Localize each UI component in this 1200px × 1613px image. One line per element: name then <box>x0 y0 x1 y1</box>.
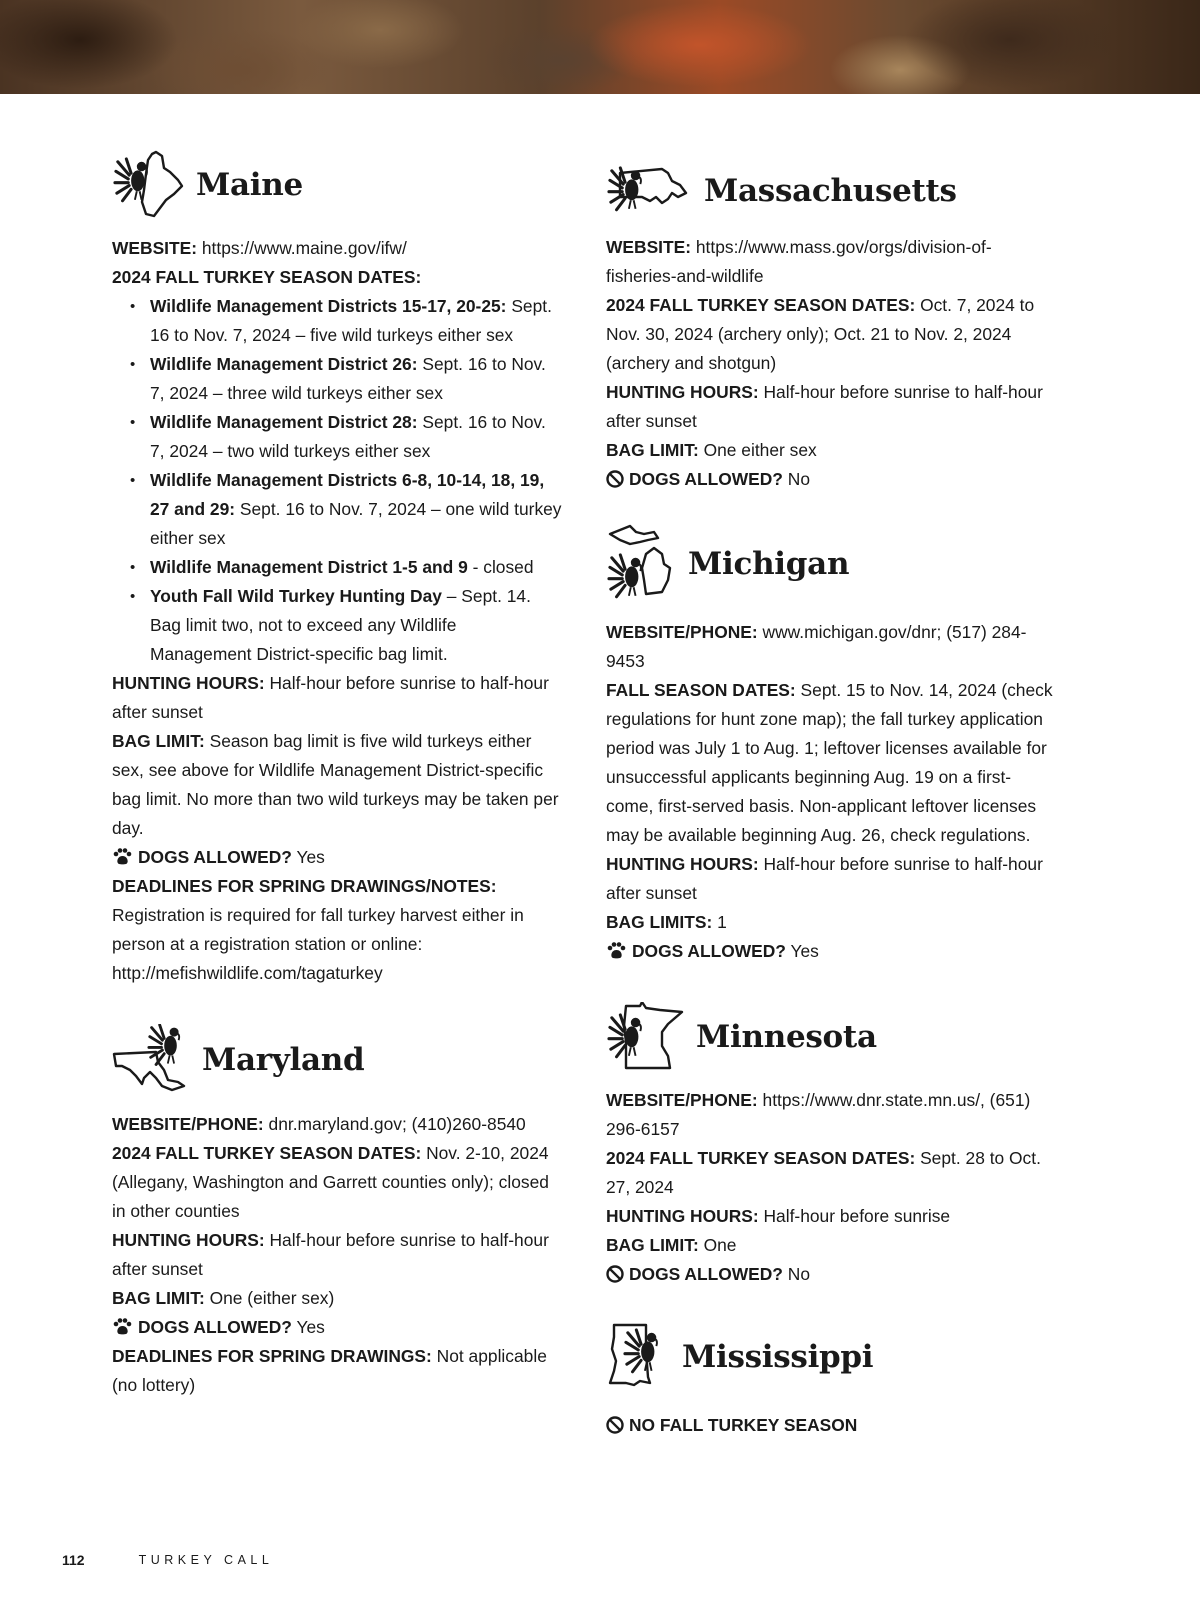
district-label: Wildlife Management Districts 15-17, 20-25: <box>150 296 507 316</box>
state-name: Maryland <box>202 1042 365 1078</box>
state-name: Maine <box>196 167 303 203</box>
maryland-emblem-icon <box>112 1024 190 1096</box>
notes-row <box>112 1342 562 1400</box>
hunting-hours-label: HUNTING HOURS: <box>606 1206 759 1226</box>
bag-limit-row <box>112 727 562 843</box>
dogs-allowed-row <box>606 937 1056 966</box>
district-text: Sept. 16 to Nov. 7, 2024 – three wild turkeys either sex <box>150 354 546 403</box>
district-label: Wildlife Management District 26: <box>150 354 418 374</box>
mississippi-emblem-icon <box>606 1321 670 1393</box>
hunting-hours-value: Half-hour before sunrise <box>763 1206 951 1226</box>
website-value: https://www.dnr.state.mn.us/, (651) 296-6157 <box>606 1090 1031 1139</box>
list-item: • Wildlife Management Districts 6-8, 10-14, 18, 19, 27 and 29: Sept. 16 to Nov. 7, 2024 – one wild turkey either sex <box>130 470 562 548</box>
bag-limit-value: One either sex <box>703 440 817 460</box>
hunting-hours-row <box>112 669 562 727</box>
district-text: Sept. 16 to Nov. 7, 2024 – one wild turkey either sex <box>150 499 562 548</box>
season-dates-value: Sept. 15 to Nov. 14, 2024 (check regulations for hunt zone map); the fall turkey application period was July 1 to Aug. 1; leftover licenses available for unsuccessful applicants beginning Aug. 19 on a first-come, first-served basis. Non-applicant leftover licenses may be available beginning Aug. 26, check regulations. <box>606 680 1053 845</box>
hunting-hours-row <box>606 378 1056 436</box>
list-item: • Wildlife Management District 28: Sept. 16 to Nov. 7, 2024 – two wild turkeys either sex <box>130 412 546 461</box>
season-dates-row <box>606 676 1056 850</box>
dogs-allowed-value: Yes <box>790 941 819 961</box>
district-label: Youth Fall Wild Turkey Hunting Day <box>150 586 442 606</box>
website-value: https://www.mass.gov/orgs/division-of-fisheries-and-wildlife <box>606 237 992 286</box>
notes-value: Not applicable (no lottery) <box>112 1346 547 1395</box>
website-label: WEBSITE/PHONE: <box>606 622 758 642</box>
season-dates-value: Sept. 28 to Oct. 27, 2024 <box>606 1148 1041 1197</box>
page-number: 112 <box>62 1552 85 1568</box>
hunting-hours-row <box>606 850 1056 908</box>
state-michigan <box>606 524 1056 966</box>
season-dates-label: FALL SEASON DATES: <box>606 680 796 700</box>
website-row <box>606 1086 1056 1144</box>
page-footer <box>62 1552 273 1568</box>
season-dates-row <box>606 291 1056 378</box>
dogs-allowed-row <box>606 465 1056 494</box>
website-label: WEBSITE: <box>112 238 198 258</box>
bag-limit-value: One <box>703 1235 737 1255</box>
season-dates-value: Oct. 7, 2024 to Nov. 30, 2024 (archery only); Oct. 21 to Nov. 2, 2024 (archery and shotgun) <box>606 295 1035 373</box>
state-header <box>606 524 1056 604</box>
list-item: • Wildlife Management Districts 15-17, 20-25: Sept. 16 to Nov. 7, 2024 – five wild turkeys either sex <box>130 296 552 345</box>
website-value: https://www.maine.gov/ifw/ <box>201 238 407 258</box>
state-header <box>606 1321 1056 1393</box>
paw-icon <box>112 1317 133 1336</box>
no-symbol-icon <box>606 1265 624 1283</box>
hunting-hours-row <box>606 1202 1056 1231</box>
dogs-allowed-label: DOGS ALLOWED? <box>629 469 783 489</box>
state-header <box>606 163 1056 219</box>
no-symbol-icon <box>606 470 624 488</box>
state-minnesota <box>606 1002 1056 1289</box>
state-header <box>606 1002 1056 1072</box>
dogs-allowed-row <box>606 1260 1056 1289</box>
hunting-hours-label: HUNTING HOURS: <box>112 673 265 693</box>
hunting-hours-value: Half-hour before sunrise to half-hour after sunset <box>112 1230 549 1279</box>
massachusetts-emblem-icon <box>606 163 692 219</box>
state-mississippi <box>606 1321 1056 1440</box>
district-label: Wildlife Management District 28: <box>150 412 418 432</box>
right-column <box>606 163 1056 1440</box>
autumn-leaves-banner <box>0 0 1200 94</box>
website-label: WEBSITE: <box>606 237 692 257</box>
district-label: Wildlife Management District 1-5 and 9 <box>150 557 468 577</box>
hunting-hours-value: Half-hour before sunrise to half-hour after sunset <box>606 382 1043 431</box>
bag-limit-row <box>606 1231 1056 1260</box>
season-dates-row <box>606 1144 1056 1202</box>
district-list <box>112 292 562 669</box>
state-name: Michigan <box>688 546 850 582</box>
michigan-emblem-icon <box>606 524 676 604</box>
district-text: – Sept. 14. Bag limit two, not to exceed any Wildlife Management District-specific bag limit. <box>150 586 531 664</box>
district-text: Sept. 16 to Nov. 7, 2024 – two wild turkeys either sex <box>150 412 546 461</box>
website-label: WEBSITE/PHONE: <box>606 1090 758 1110</box>
season-dates-row <box>112 263 562 292</box>
website-row <box>112 1110 562 1139</box>
notes-value: Registration is required for fall turkey harvest either in person at a registration station or online: http://mefishwildlife.com/tagaturkey <box>112 905 524 983</box>
bag-limit-label: BAG LIMIT: <box>606 1235 699 1255</box>
bag-limit-row <box>112 1284 562 1313</box>
state-massachusetts <box>606 163 1056 494</box>
maine-emblem-icon <box>112 150 184 220</box>
state-name: Minnesota <box>696 1019 877 1055</box>
state-maryland <box>112 1024 562 1400</box>
hunting-hours-value: Half-hour before sunrise to half-hour after sunset <box>112 673 549 722</box>
no-season-notice: NO FALL TURKEY SEASON <box>629 1415 858 1435</box>
no-symbol-icon <box>606 1416 624 1434</box>
list-item: • Wildlife Management District 26: Sept. 16 to Nov. 7, 2024 – three wild turkeys either sex <box>130 354 546 403</box>
season-dates-value: Nov. 2-10, 2024 (Allegany, Washington and Garrett counties only); closed in other counties <box>112 1143 549 1221</box>
website-label: WEBSITE/PHONE: <box>112 1114 264 1134</box>
notice-row <box>606 1411 1056 1440</box>
dogs-allowed-value: No <box>787 1264 811 1284</box>
district-text: - closed <box>472 557 534 577</box>
website-value: www.michigan.gov/dnr; (517) 284-9453 <box>606 622 1027 671</box>
season-dates-label: 2024 FALL TURKEY SEASON DATES: <box>112 267 422 287</box>
hunting-hours-row <box>112 1226 562 1284</box>
list-item: • Wildlife Management District 1-5 and 9 - closed <box>130 557 534 577</box>
paw-icon <box>112 847 133 866</box>
bag-limit-label: BAG LIMIT: <box>112 731 205 751</box>
notes-label: DEADLINES FOR SPRING DRAWINGS/NOTES: <box>112 876 497 896</box>
season-dates-row <box>112 1139 562 1226</box>
bag-limit-row <box>606 908 1056 937</box>
dogs-allowed-label: DOGS ALLOWED? <box>629 1264 783 1284</box>
season-dates-label: 2024 FALL TURKEY SEASON DATES: <box>112 1143 422 1163</box>
bag-limit-label: BAG LIMIT: <box>112 1288 205 1308</box>
hunting-hours-label: HUNTING HOURS: <box>606 382 759 402</box>
bag-limit-row <box>606 436 1056 465</box>
website-row <box>606 618 1056 676</box>
season-dates-label: 2024 FALL TURKEY SEASON DATES: <box>606 1148 916 1168</box>
dogs-allowed-row <box>112 1313 562 1342</box>
list-item: • Youth Fall Wild Turkey Hunting Day – Sept. 14. Bag limit two, not to exceed any Wildlife Management District-specific bag limit. <box>130 586 531 664</box>
notes-row <box>112 872 562 988</box>
left-column <box>112 150 562 1400</box>
dogs-allowed-row <box>112 843 562 872</box>
state-header <box>112 150 562 220</box>
dogs-allowed-label: DOGS ALLOWED? <box>138 1317 292 1337</box>
state-name: Mississippi <box>682 1339 874 1375</box>
bag-limit-value: 1 <box>717 912 727 932</box>
bag-limit-value: Season bag limit is five wild turkeys either sex, see above for Wildlife Management District-specific bag limit. No more than two wild turkeys may be taken per day. <box>112 731 559 838</box>
hunting-hours-label: HUNTING HOURS: <box>606 854 759 874</box>
hunting-hours-label: HUNTING HOURS: <box>112 1230 265 1250</box>
dogs-allowed-value: Yes <box>296 1317 325 1337</box>
dogs-allowed-label: DOGS ALLOWED? <box>138 847 292 867</box>
dogs-allowed-value: No <box>787 469 811 489</box>
district-label: Wildlife Management Districts 6-8, 10-14, 18, 19, 27 and 29: <box>150 470 545 519</box>
dogs-allowed-label: DOGS ALLOWED? <box>632 941 786 961</box>
minnesota-emblem-icon <box>606 1002 684 1072</box>
district-text: Sept. 16 to Nov. 7, 2024 – five wild turkeys either sex <box>150 296 552 345</box>
notes-label: DEADLINES FOR SPRING DRAWINGS: <box>112 1346 432 1366</box>
paw-icon <box>606 941 627 960</box>
state-name: Massachusetts <box>704 173 957 209</box>
website-row <box>606 233 1056 291</box>
website-row <box>112 234 562 263</box>
state-maine <box>112 150 562 988</box>
hunting-hours-value: Half-hour before sunrise to half-hour after sunset <box>606 854 1043 903</box>
state-header <box>112 1024 562 1096</box>
dogs-allowed-value: Yes <box>296 847 325 867</box>
bag-limit-value: One (either sex) <box>209 1288 335 1308</box>
season-dates-label: 2024 FALL TURKEY SEASON DATES: <box>606 295 916 315</box>
website-value: dnr.maryland.gov; (410)260-8540 <box>268 1114 526 1134</box>
bag-limit-label: BAG LIMITS: <box>606 912 713 932</box>
magazine-name: TURKEY CALL <box>138 1553 274 1567</box>
bag-limit-label: BAG LIMIT: <box>606 440 699 460</box>
